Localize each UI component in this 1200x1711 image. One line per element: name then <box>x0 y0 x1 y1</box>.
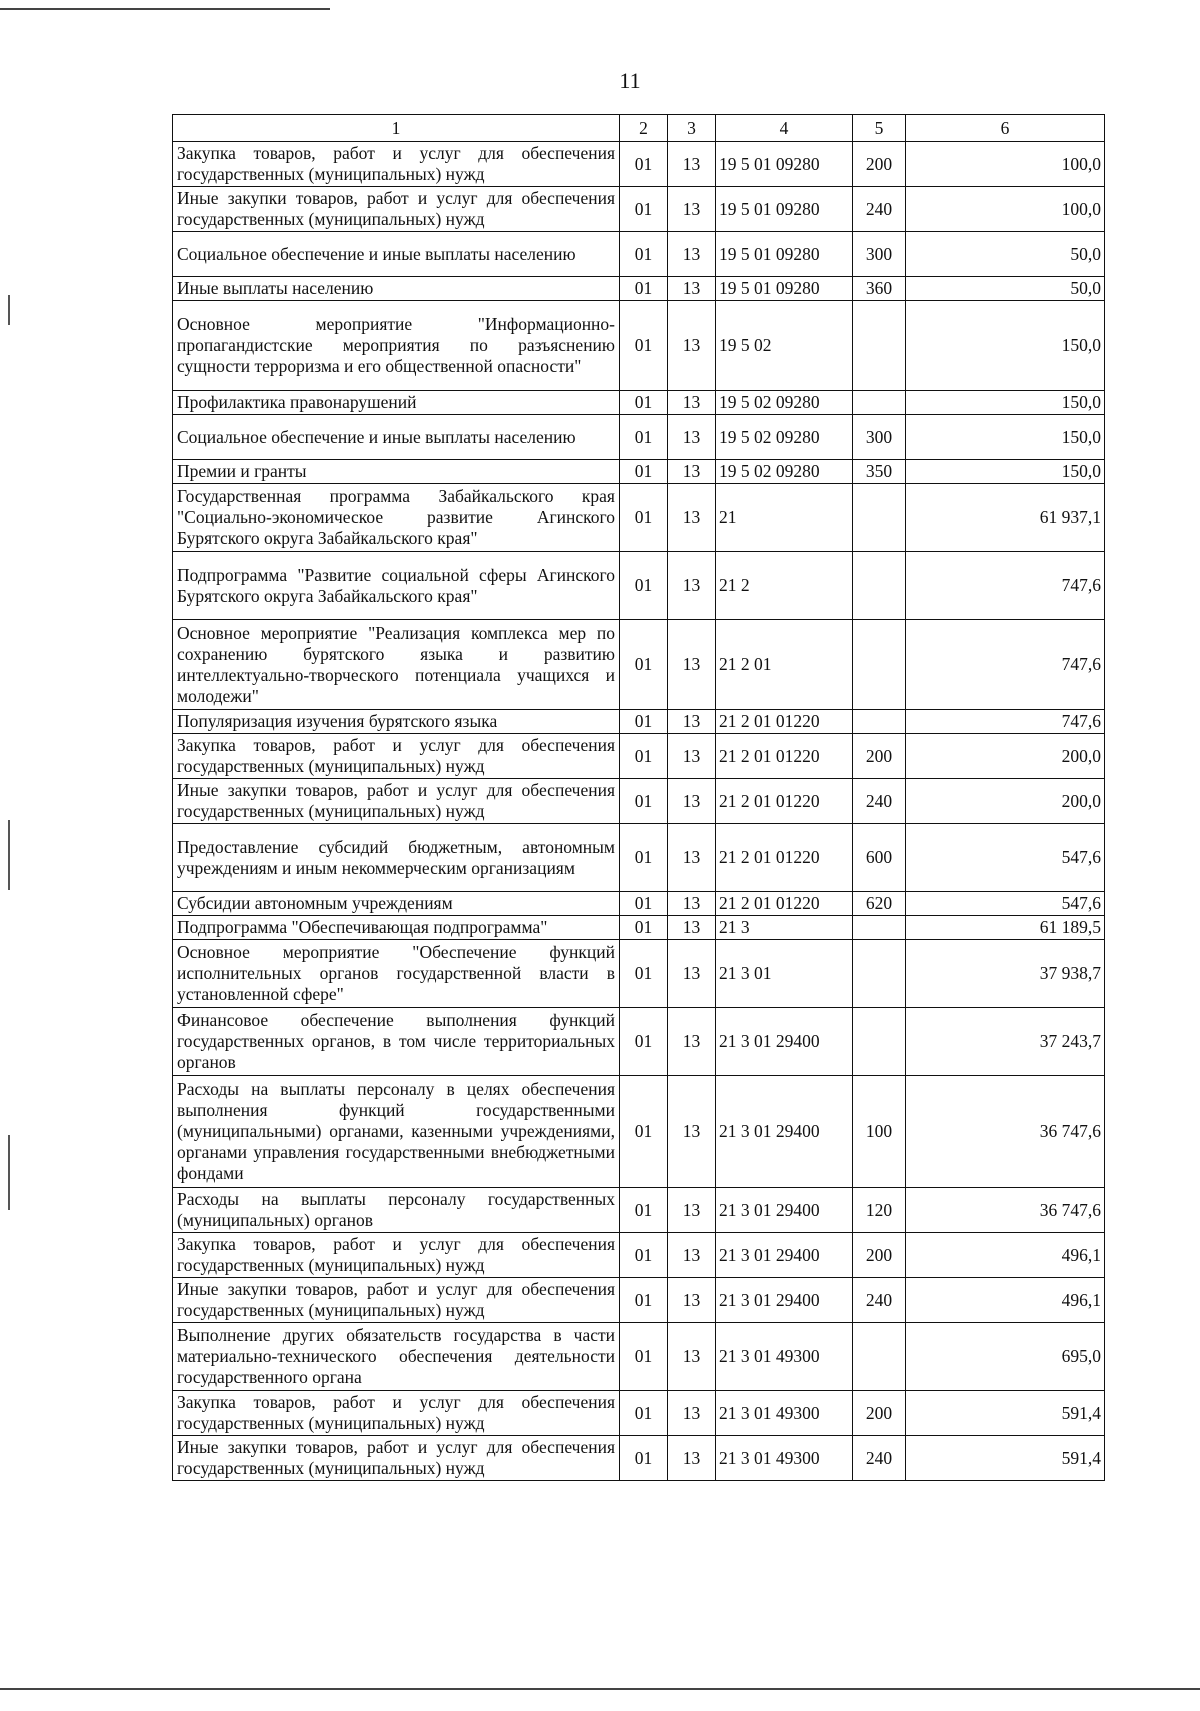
row-subsection-cell: 13 <box>668 1076 716 1188</box>
row-expense-type-cell: 300 <box>853 232 906 277</box>
row-amount-cell: 547,6 <box>906 824 1105 892</box>
row-amount-cell: 150,0 <box>906 460 1105 484</box>
row-section-cell: 01 <box>620 1233 668 1278</box>
row-expense-type-cell <box>853 391 906 415</box>
row-target-article-cell: 21 <box>716 484 853 552</box>
row-expense-type-cell <box>853 620 906 710</box>
row-name-cell: Основное мероприятие "Информационно-пропагандистские мероприятия по разъяснению сущности терроризма и его общественной опасности" <box>173 301 620 391</box>
row-amount-cell: 61 937,1 <box>906 484 1105 552</box>
row-section-cell: 01 <box>620 1323 668 1391</box>
row-section-cell: 01 <box>620 620 668 710</box>
row-expense-type-cell: 200 <box>853 142 906 187</box>
row-amount-cell: 37 243,7 <box>906 1008 1105 1076</box>
table-row <box>173 1278 1105 1323</box>
header-cell: 4 <box>716 115 853 142</box>
bottom-scan-rule <box>0 1688 1200 1690</box>
row-subsection-cell: 13 <box>668 277 716 301</box>
row-section-cell: 01 <box>620 1436 668 1481</box>
row-subsection-cell: 13 <box>668 1233 716 1278</box>
row-name-cell: Подпрограмма "Развитие социальной сферы Агинского Бурятского округа Забайкальского края" <box>173 552 620 620</box>
row-expense-type-cell: 620 <box>853 892 906 916</box>
row-target-article-cell: 21 2 01 01220 <box>716 779 853 824</box>
row-name-cell: Премии и гранты <box>173 460 620 484</box>
row-name-cell: Финансовое обеспечение выполнения функций государственных органов, в том числе территориальных органов <box>173 1008 620 1076</box>
row-expense-type-cell <box>853 1323 906 1391</box>
row-subsection-cell: 13 <box>668 824 716 892</box>
row-expense-type-cell: 200 <box>853 1233 906 1278</box>
row-amount-cell: 150,0 <box>906 301 1105 391</box>
row-section-cell: 01 <box>620 484 668 552</box>
row-section-cell: 01 <box>620 460 668 484</box>
row-subsection-cell: 13 <box>668 552 716 620</box>
row-section-cell: 01 <box>620 710 668 734</box>
table-row <box>173 187 1105 232</box>
table-row <box>173 415 1105 460</box>
row-subsection-cell: 13 <box>668 940 716 1008</box>
row-section-cell: 01 <box>620 779 668 824</box>
row-subsection-cell: 13 <box>668 1278 716 1323</box>
table-row <box>173 892 1105 916</box>
row-section-cell: 01 <box>620 415 668 460</box>
row-name-cell: Закупка товаров, работ и услуг для обеспечения государственных (муниципальных) нужд <box>173 734 620 779</box>
row-name-cell: Иные закупки товаров, работ и услуг для обеспечения государственных (муниципальных) нужд <box>173 1278 620 1323</box>
row-name-cell: Закупка товаров, работ и услуг для обеспечения государственных (муниципальных) нужд <box>173 142 620 187</box>
row-amount-cell: 695,0 <box>906 1323 1105 1391</box>
row-target-article-cell: 19 5 02 09280 <box>716 415 853 460</box>
row-amount-cell: 150,0 <box>906 415 1105 460</box>
row-target-article-cell: 21 2 01 01220 <box>716 892 853 916</box>
row-subsection-cell: 13 <box>668 1436 716 1481</box>
row-expense-type-cell <box>853 1008 906 1076</box>
row-amount-cell: 36 747,6 <box>906 1188 1105 1233</box>
table-row <box>173 232 1105 277</box>
row-subsection-cell: 13 <box>668 1323 716 1391</box>
header-cell: 1 <box>173 115 620 142</box>
row-subsection-cell: 13 <box>668 916 716 940</box>
row-subsection-cell: 13 <box>668 460 716 484</box>
row-amount-cell: 747,6 <box>906 620 1105 710</box>
row-subsection-cell: 13 <box>668 187 716 232</box>
row-section-cell: 01 <box>620 301 668 391</box>
table-row <box>173 552 1105 620</box>
row-amount-cell: 547,6 <box>906 892 1105 916</box>
row-name-cell: Иные закупки товаров, работ и услуг для обеспечения государственных (муниципальных) нужд <box>173 187 620 232</box>
row-name-cell: Социальное обеспечение и иные выплаты населению <box>173 232 620 277</box>
row-target-article-cell: 19 5 01 09280 <box>716 142 853 187</box>
row-section-cell: 01 <box>620 1278 668 1323</box>
row-expense-type-cell: 200 <box>853 734 906 779</box>
row-name-cell: Предоставление субсидий бюджетным, автономным учреждениям и иным некоммерческим организациям <box>173 824 620 892</box>
row-target-article-cell: 19 5 01 09280 <box>716 277 853 301</box>
row-expense-type-cell: 240 <box>853 1278 906 1323</box>
table-row <box>173 1076 1105 1188</box>
header-cell: 6 <box>906 115 1105 142</box>
row-section-cell: 01 <box>620 142 668 187</box>
row-subsection-cell: 13 <box>668 1188 716 1233</box>
row-expense-type-cell: 600 <box>853 824 906 892</box>
table-row <box>173 916 1105 940</box>
row-target-article-cell: 19 5 01 09280 <box>716 187 853 232</box>
row-section-cell: 01 <box>620 1188 668 1233</box>
row-section-cell: 01 <box>620 552 668 620</box>
row-section-cell: 01 <box>620 232 668 277</box>
row-section-cell: 01 <box>620 734 668 779</box>
row-target-article-cell: 21 3 01 49300 <box>716 1323 853 1391</box>
row-section-cell: 01 <box>620 892 668 916</box>
row-target-article-cell: 21 2 01 <box>716 620 853 710</box>
row-name-cell: Основное мероприятие "Реализация комплекса мер по сохранению бурятского языка и развитию интеллектуально-творческого потенциала учащихся и молодежи" <box>173 620 620 710</box>
row-section-cell: 01 <box>620 1076 668 1188</box>
row-name-cell: Выполнение других обязательств государства в части материально-технического обеспечения деятельности государственного органа <box>173 1323 620 1391</box>
row-expense-type-cell: 120 <box>853 1188 906 1233</box>
row-amount-cell: 37 938,7 <box>906 940 1105 1008</box>
row-name-cell: Субсидии автономным учреждениям <box>173 892 620 916</box>
row-amount-cell: 50,0 <box>906 232 1105 277</box>
row-expense-type-cell: 100 <box>853 1076 906 1188</box>
row-name-cell: Иные выплаты населению <box>173 277 620 301</box>
margin-scan-mark <box>8 820 10 890</box>
table-header-row <box>173 115 1105 142</box>
row-section-cell: 01 <box>620 277 668 301</box>
row-target-article-cell: 19 5 01 09280 <box>716 232 853 277</box>
row-subsection-cell: 13 <box>668 1008 716 1076</box>
row-subsection-cell: 13 <box>668 1391 716 1436</box>
table-row <box>173 1436 1105 1481</box>
row-expense-type-cell: 300 <box>853 415 906 460</box>
row-target-article-cell: 21 2 <box>716 552 853 620</box>
row-amount-cell: 150,0 <box>906 391 1105 415</box>
row-section-cell: 01 <box>620 187 668 232</box>
row-subsection-cell: 13 <box>668 779 716 824</box>
row-section-cell: 01 <box>620 1008 668 1076</box>
table-row <box>173 779 1105 824</box>
table-row <box>173 620 1105 710</box>
row-target-article-cell: 21 3 01 29400 <box>716 1233 853 1278</box>
row-expense-type-cell: 360 <box>853 277 906 301</box>
header-cell: 3 <box>668 115 716 142</box>
row-name-cell: Профилактика правонарушений <box>173 391 620 415</box>
table-row <box>173 1323 1105 1391</box>
row-section-cell: 01 <box>620 1391 668 1436</box>
table-row <box>173 277 1105 301</box>
page-number: 11 <box>619 68 641 93</box>
row-name-cell: Расходы на выплаты персоналу государственных (муниципальных) органов <box>173 1188 620 1233</box>
table-row <box>173 1233 1105 1278</box>
row-target-article-cell: 21 3 <box>716 916 853 940</box>
row-name-cell: Подпрограмма "Обеспечивающая подпрограмма" <box>173 916 620 940</box>
row-target-article-cell: 19 5 02 09280 <box>716 391 853 415</box>
row-expense-type-cell: 240 <box>853 779 906 824</box>
row-expense-type-cell <box>853 552 906 620</box>
top-scan-rule <box>0 8 330 10</box>
row-name-cell: Расходы на выплаты персоналу в целях обеспечения выполнения функций государственными (муниципальными) органами, казенными учреждениями, органами управления государственными внебюджетными фондами <box>173 1076 620 1188</box>
row-target-article-cell: 19 5 02 09280 <box>716 460 853 484</box>
row-name-cell: Иные закупки товаров, работ и услуг для обеспечения государственных (муниципальных) нужд <box>173 1436 620 1481</box>
row-expense-type-cell: 240 <box>853 1436 906 1481</box>
row-amount-cell: 200,0 <box>906 734 1105 779</box>
row-target-article-cell: 21 2 01 01220 <box>716 710 853 734</box>
row-expense-type-cell <box>853 710 906 734</box>
row-expense-type-cell: 200 <box>853 1391 906 1436</box>
header-cell: 5 <box>853 115 906 142</box>
row-target-article-cell: 21 3 01 49300 <box>716 1436 853 1481</box>
table-row <box>173 460 1105 484</box>
table-row <box>173 484 1105 552</box>
table-body <box>173 142 1105 1481</box>
row-amount-cell: 36 747,6 <box>906 1076 1105 1188</box>
table-row <box>173 391 1105 415</box>
row-amount-cell: 100,0 <box>906 142 1105 187</box>
table-row <box>173 301 1105 391</box>
table-row <box>173 1188 1105 1233</box>
table-row <box>173 824 1105 892</box>
row-subsection-cell: 13 <box>668 232 716 277</box>
row-expense-type-cell <box>853 484 906 552</box>
budget-table <box>172 114 1105 1481</box>
row-subsection-cell: 13 <box>668 710 716 734</box>
table-row <box>173 710 1105 734</box>
row-amount-cell: 200,0 <box>906 779 1105 824</box>
row-target-article-cell: 19 5 02 <box>716 301 853 391</box>
row-amount-cell: 496,1 <box>906 1233 1105 1278</box>
row-expense-type-cell: 350 <box>853 460 906 484</box>
row-target-article-cell: 21 3 01 29400 <box>716 1008 853 1076</box>
row-target-article-cell: 21 3 01 29400 <box>716 1076 853 1188</box>
row-amount-cell: 50,0 <box>906 277 1105 301</box>
row-name-cell: Основное мероприятие "Обеспечение функций исполнительных органов государственной власти в установленной сфере" <box>173 940 620 1008</box>
row-name-cell: Социальное обеспечение и иные выплаты населению <box>173 415 620 460</box>
row-name-cell: Иные закупки товаров, работ и услуг для обеспечения государственных (муниципальных) нужд <box>173 779 620 824</box>
row-amount-cell: 61 189,5 <box>906 916 1105 940</box>
row-amount-cell: 747,6 <box>906 710 1105 734</box>
row-subsection-cell: 13 <box>668 484 716 552</box>
row-amount-cell: 591,4 <box>906 1436 1105 1481</box>
row-name-cell: Закупка товаров, работ и услуг для обеспечения государственных (муниципальных) нужд <box>173 1233 620 1278</box>
row-subsection-cell: 13 <box>668 620 716 710</box>
row-expense-type-cell: 240 <box>853 187 906 232</box>
margin-scan-mark <box>8 295 10 325</box>
table-row <box>173 142 1105 187</box>
row-section-cell: 01 <box>620 391 668 415</box>
row-section-cell: 01 <box>620 824 668 892</box>
row-expense-type-cell <box>853 916 906 940</box>
row-subsection-cell: 13 <box>668 391 716 415</box>
table-row <box>173 1391 1105 1436</box>
row-subsection-cell: 13 <box>668 301 716 391</box>
row-target-article-cell: 21 3 01 <box>716 940 853 1008</box>
row-amount-cell: 591,4 <box>906 1391 1105 1436</box>
row-amount-cell: 496,1 <box>906 1278 1105 1323</box>
row-target-article-cell: 21 2 01 01220 <box>716 824 853 892</box>
row-subsection-cell: 13 <box>668 734 716 779</box>
row-target-article-cell: 21 3 01 29400 <box>716 1278 853 1323</box>
table-row <box>173 1008 1105 1076</box>
margin-scan-mark <box>8 1135 10 1210</box>
table-row <box>173 734 1105 779</box>
row-target-article-cell: 21 3 01 49300 <box>716 1391 853 1436</box>
row-subsection-cell: 13 <box>668 892 716 916</box>
row-expense-type-cell <box>853 940 906 1008</box>
row-name-cell: Закупка товаров, работ и услуг для обеспечения государственных (муниципальных) нужд <box>173 1391 620 1436</box>
row-name-cell: Государственная программа Забайкальского края "Социально-экономическое развитие Агинского Бурятского округа Забайкальского края" <box>173 484 620 552</box>
row-section-cell: 01 <box>620 940 668 1008</box>
row-expense-type-cell <box>853 301 906 391</box>
row-subsection-cell: 13 <box>668 415 716 460</box>
table-row <box>173 940 1105 1008</box>
row-target-article-cell: 21 2 01 01220 <box>716 734 853 779</box>
row-amount-cell: 747,6 <box>906 552 1105 620</box>
header-cell: 2 <box>620 115 668 142</box>
row-section-cell: 01 <box>620 916 668 940</box>
row-subsection-cell: 13 <box>668 142 716 187</box>
row-amount-cell: 100,0 <box>906 187 1105 232</box>
row-name-cell: Популяризация изучения бурятского языка <box>173 710 620 734</box>
row-target-article-cell: 21 3 01 29400 <box>716 1188 853 1233</box>
